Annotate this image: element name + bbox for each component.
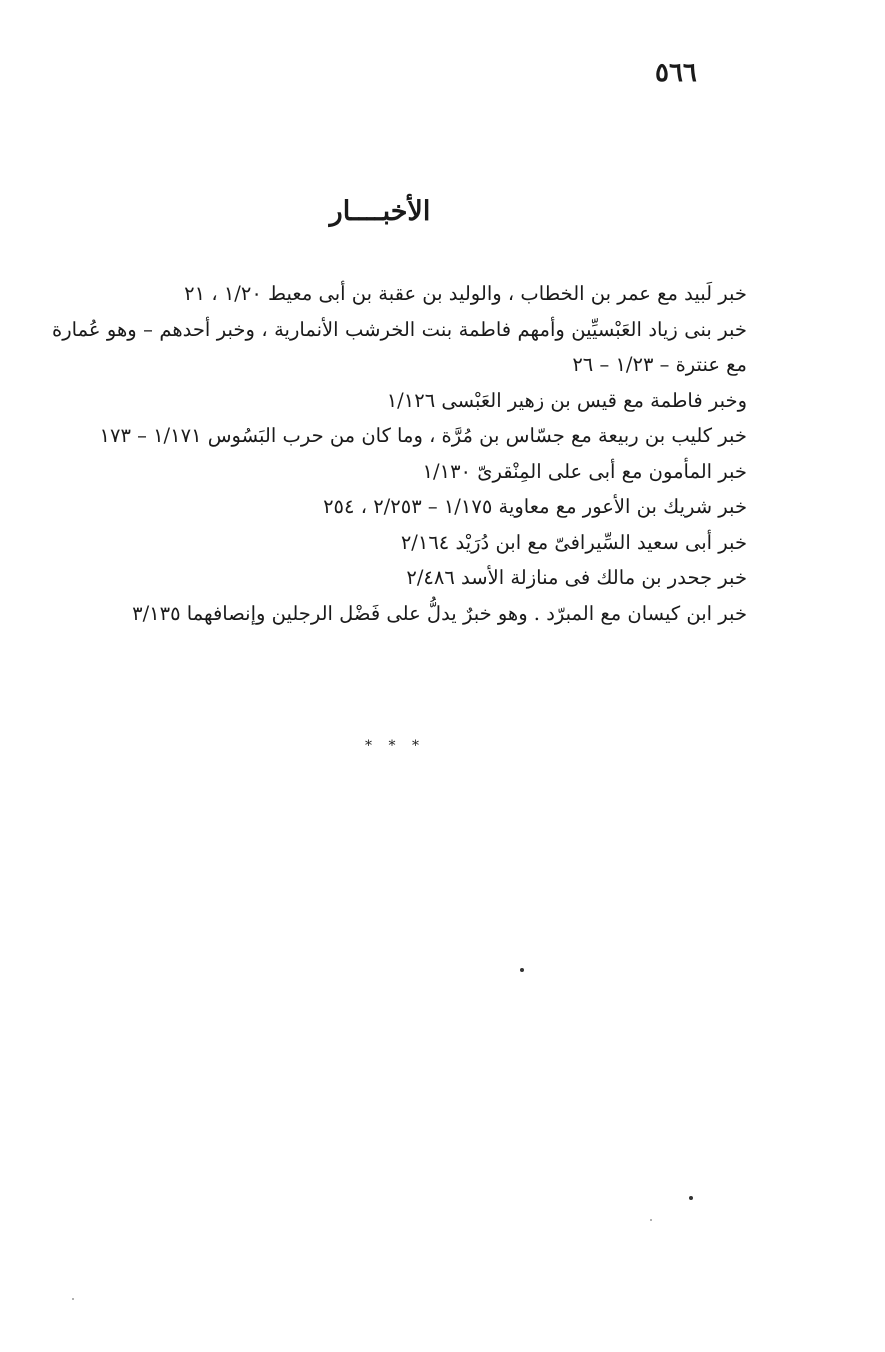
- list-item: خبر جحدر بن مالك فى منازلة الأسد ٢/٤٨٦: [406, 566, 747, 589]
- list-item: خبر بنى زياد العَبْسيِّين وأمهم فاطمة بنت الخرشب الأنمارية ، وخبر أحدهم – وهو عُمارة مع عنترة – ١/٢٣ – ٢٦: [52, 317, 747, 376]
- print-speck: [520, 968, 524, 972]
- page-number: ٥٦٦: [655, 58, 697, 88]
- print-speck: [689, 1196, 693, 1200]
- list-item: خبر ابن كيسان مع المبرّد . وهو خبرٌ يدلُّ على فَضْل الرجلين وإنصافهما ٣/١٣٥: [132, 601, 747, 625]
- list-item: خبر أبى سعيد السِّيرافىّ مع ابن دُرَيْد ٢/١٦٤: [400, 530, 747, 554]
- print-speck: [650, 1219, 652, 1221]
- print-speck: [72, 1298, 74, 1300]
- section-separator: * * *: [365, 738, 425, 754]
- list-item: خبر المأمون مع أبى على المِنْقرىّ ١/١٣٠: [422, 459, 747, 483]
- list-item: وخبر فاطمة مع قيس بن زهير العَبْسى ١/١٢٦: [386, 388, 747, 412]
- entries-list: [52, 276, 747, 631]
- list-item: خبر لَبيد مع عمر بن الخطاب ، والوليد بن عقبة بن أبى معيط ١/٢٠ ، ٢١: [184, 282, 747, 305]
- list-item: خبر كليب بن ربيعة مع جسّاس بن مُرَّة ، وما كان من حرب البَسُوس ١/١٧١ – ١٧٣: [99, 424, 747, 447]
- section-title: الأخبــــار: [329, 196, 431, 227]
- list-item: خبر شريك بن الأعور مع معاوية ١/١٧٥ – ٢/٢٥٣ ، ٢٥٤: [323, 495, 747, 518]
